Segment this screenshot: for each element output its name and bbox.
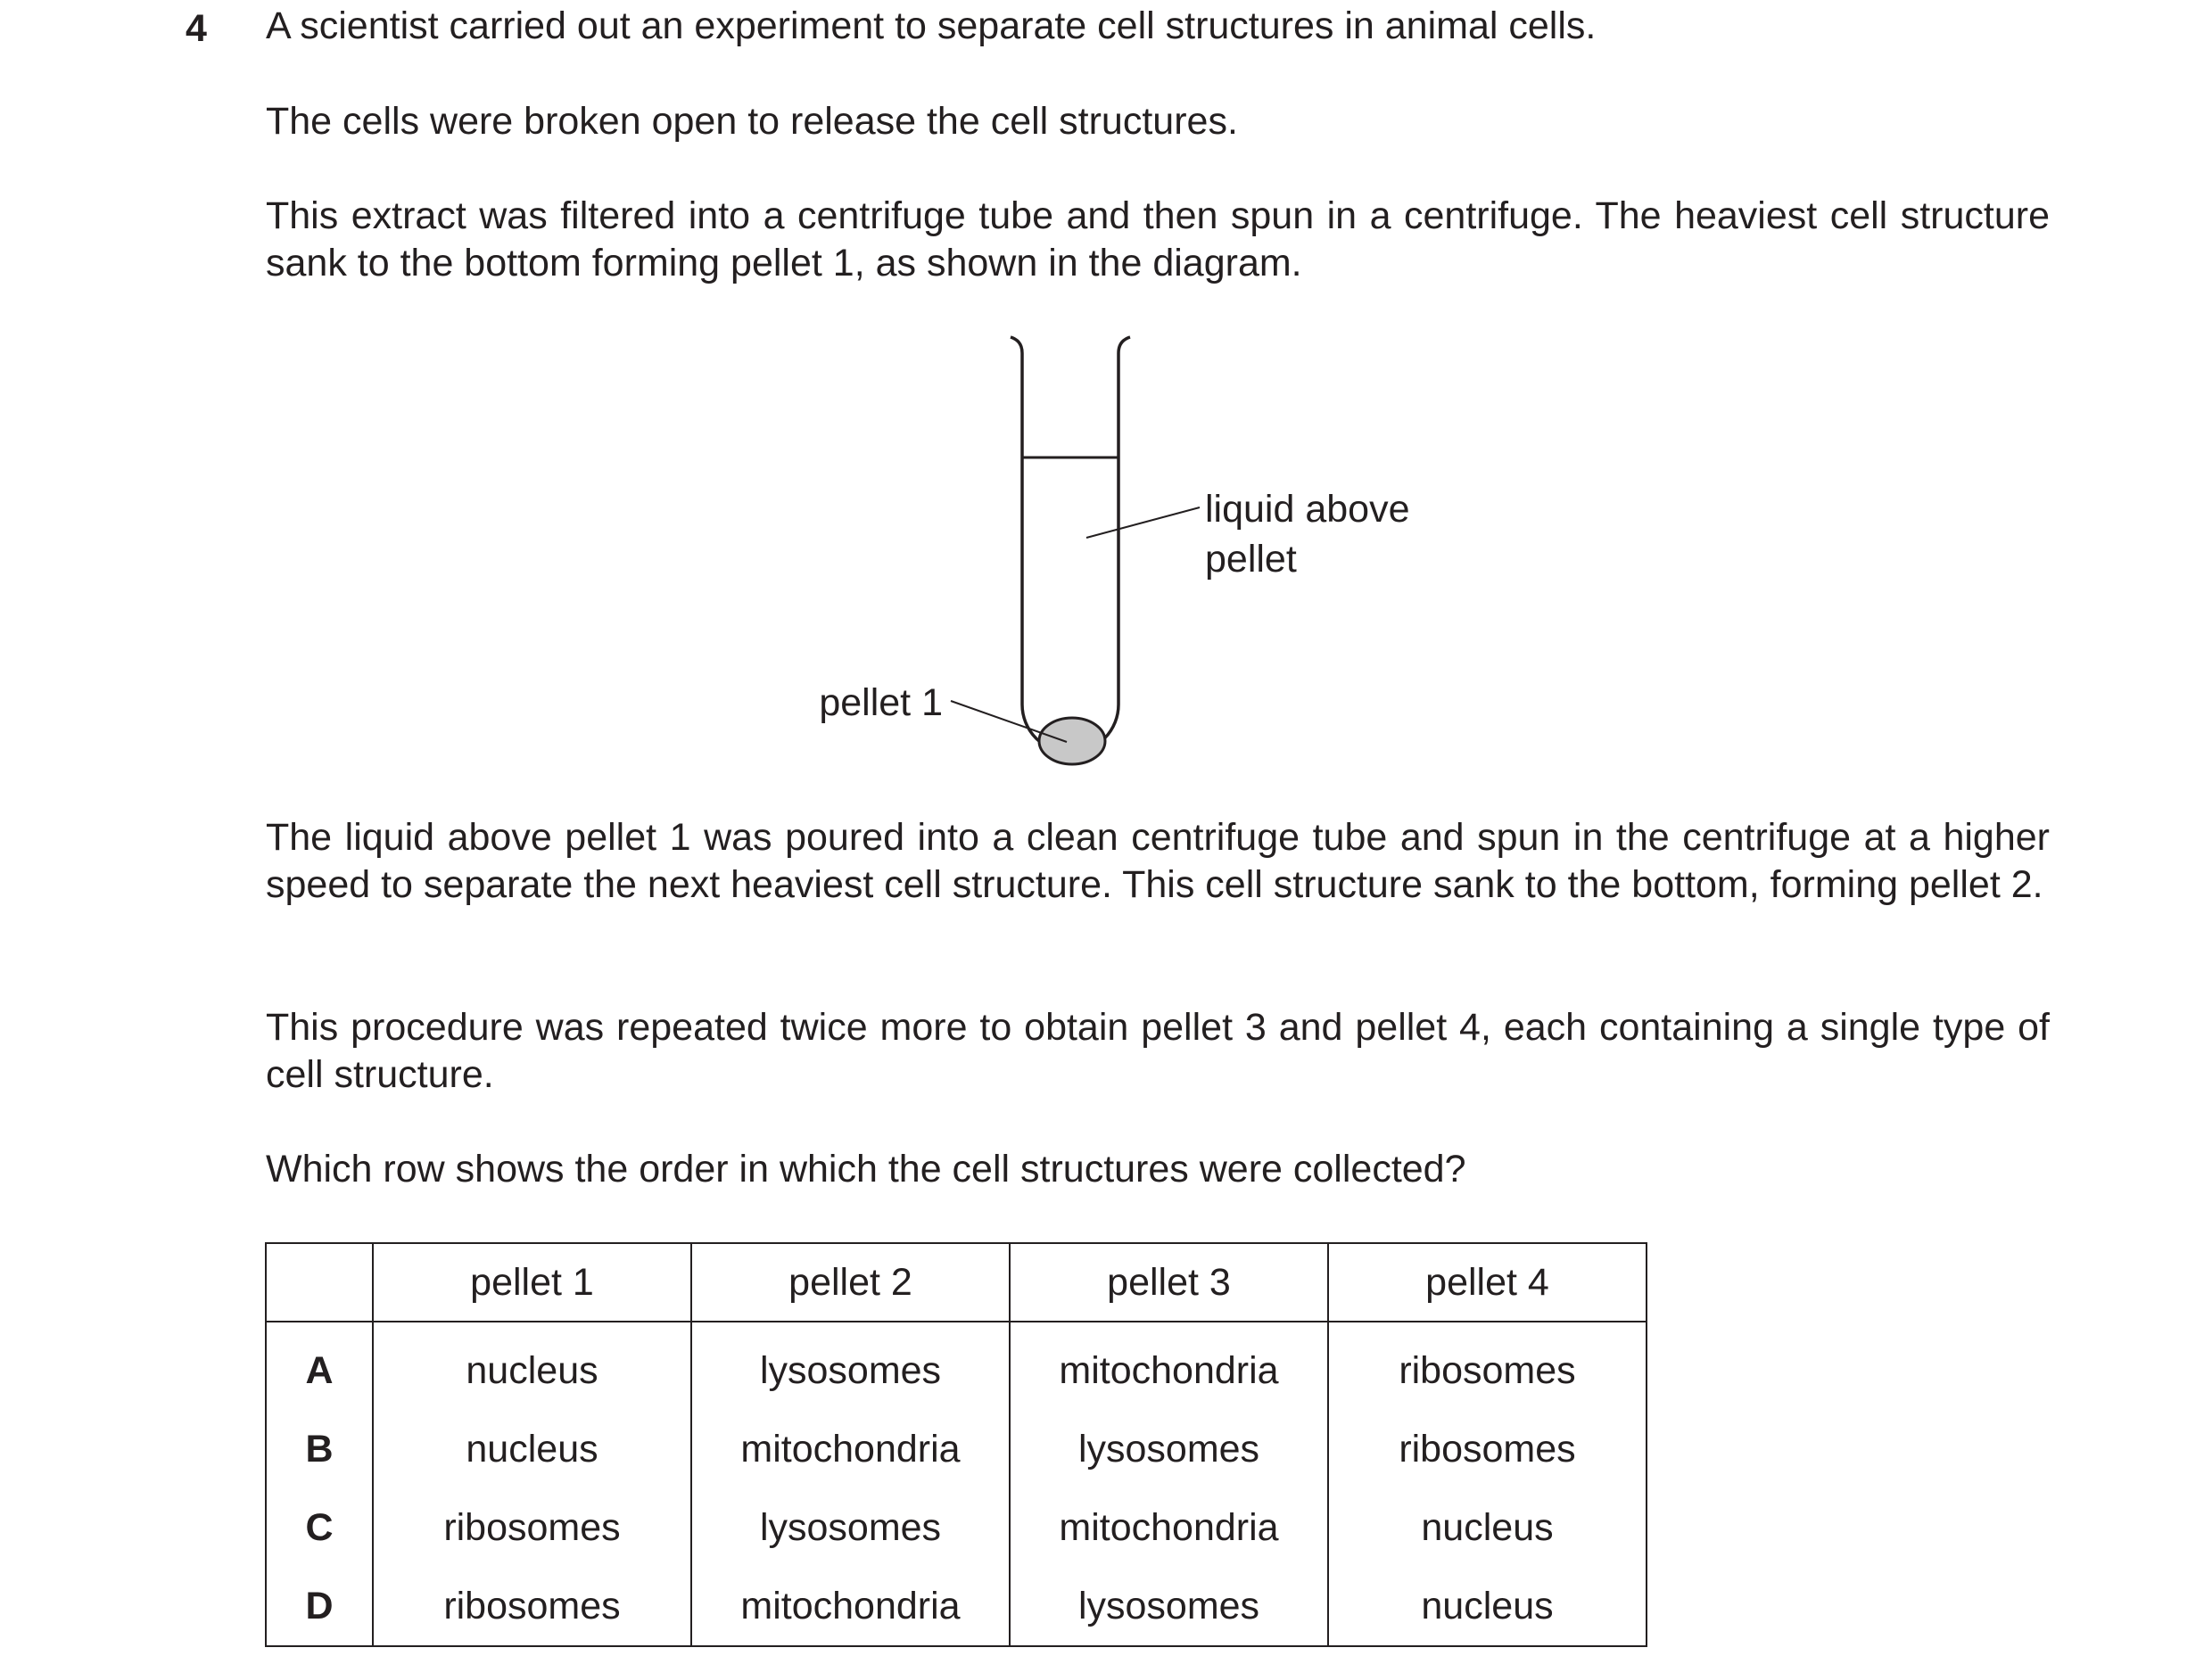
question-number: 4 xyxy=(186,7,207,50)
table-cell: nucleus xyxy=(373,1322,691,1410)
pellet-1 xyxy=(1039,718,1105,764)
table-cell: mitochondria xyxy=(1010,1488,1328,1567)
table-cell: mitochondria xyxy=(691,1410,1010,1488)
pellet-leader-line xyxy=(951,701,1067,742)
second-spin-paragraph: The liquid above pellet 1 was poured into a clean centrifuge tube and spun in the centrifuge at a higher speed to separate the next heaviest cell structure. This cell structure sank to the bottom, forming pellet 2. xyxy=(266,816,2050,906)
option-row-d[interactable] xyxy=(266,1567,1647,1646)
liquid-leader-line xyxy=(1086,507,1200,538)
option-letter: C xyxy=(266,1488,373,1567)
option-row-c[interactable] xyxy=(266,1488,1647,1567)
intro-paragraph: A scientist carried out an experiment to separate cell structures in animal cells. xyxy=(266,4,1597,47)
liquid-label-line1: liquid above xyxy=(1205,488,1410,531)
header-pellet-4: pellet 4 xyxy=(1328,1243,1647,1322)
repeat-paragraph: This procedure was repeated twice more to obtain pellet 3 and pellet 4, each containing a single type of cell structure. xyxy=(266,1006,2050,1096)
table-cell: nucleus xyxy=(373,1410,691,1488)
header-blank xyxy=(266,1243,373,1322)
pellet-label: pellet 1 xyxy=(819,681,943,724)
table-cell: ribosomes xyxy=(373,1567,691,1646)
table-cell: lysosomes xyxy=(691,1322,1010,1410)
table-cell: mitochondria xyxy=(1010,1322,1328,1410)
table-cell: lysosomes xyxy=(1010,1410,1328,1488)
cells-broken-paragraph: The cells were broken open to release the cell structures. xyxy=(266,100,1238,143)
table-cell: mitochondria xyxy=(691,1567,1010,1646)
question-prompt: Which row shows the order in which the cell structures were collected? xyxy=(266,1148,1466,1191)
header-pellet-3: pellet 3 xyxy=(1010,1243,1328,1322)
table-cell: lysosomes xyxy=(691,1488,1010,1567)
option-row-b[interactable] xyxy=(266,1410,1647,1488)
option-letter: A xyxy=(266,1322,373,1410)
header-pellet-1: pellet 1 xyxy=(373,1243,691,1322)
header-pellet-2: pellet 2 xyxy=(691,1243,1010,1322)
centrifuge-tube-diagram xyxy=(0,0,2212,803)
option-row-a[interactable] xyxy=(266,1322,1647,1410)
table-cell: nucleus xyxy=(1328,1567,1647,1646)
table-cell: ribosomes xyxy=(1328,1322,1647,1410)
table-cell: ribosomes xyxy=(373,1488,691,1567)
table-header-row xyxy=(266,1243,1647,1322)
option-letter: D xyxy=(266,1567,373,1646)
liquid-label-line2: pellet xyxy=(1205,538,1297,581)
table-cell: ribosomes xyxy=(1328,1410,1647,1488)
table-cell: nucleus xyxy=(1328,1488,1647,1567)
answer-options-table xyxy=(265,1242,1647,1647)
option-letter: B xyxy=(266,1410,373,1488)
centrifuge-paragraph: This extract was filtered into a centrifuge tube and then spun in a centrifuge. The heaviest cell structure sank to the bottom forming pellet 1, as shown in the diagram. xyxy=(266,194,2050,284)
tube-outline xyxy=(1011,337,1130,753)
table-cell: lysosomes xyxy=(1010,1567,1328,1646)
